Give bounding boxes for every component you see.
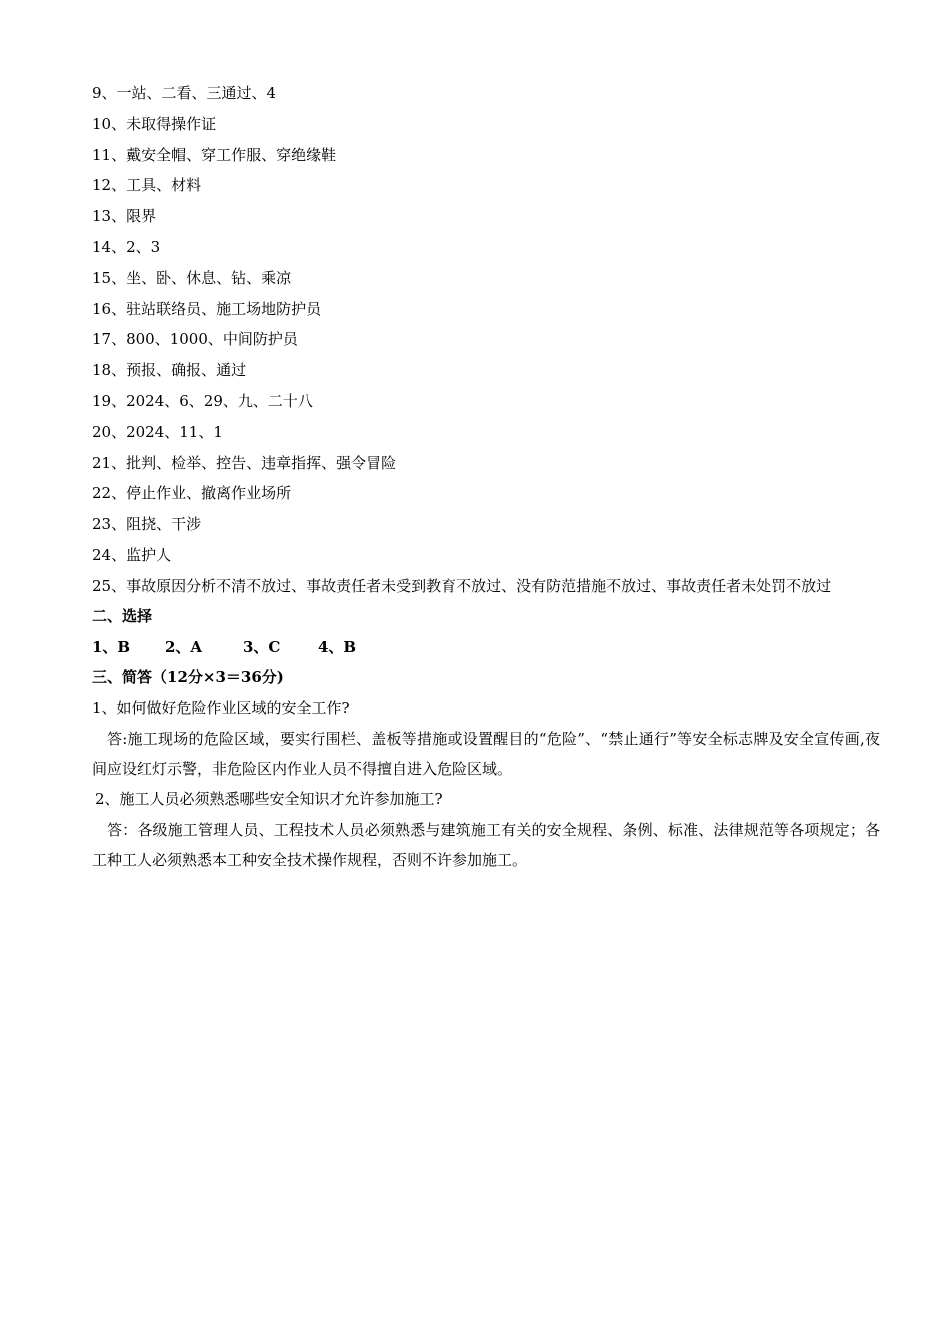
fill-answer-24: 24、监护人 [92, 545, 172, 564]
choice-answer-2: 2、A [165, 637, 203, 656]
answer-sheet [92, 78, 880, 875]
fill-answer-11: 11、戴安全帽、穿工作服、穿绝缘鞋 [92, 145, 337, 164]
section-2-title: 二、选择 [92, 606, 153, 625]
fill-answer-21: 21、批判、检举、控告、违章指挥、强令冒险 [92, 453, 397, 472]
fill-answer-15: 15、坐、卧、休息、钻、乘凉 [92, 268, 292, 287]
choice-answer-3: 3、C [243, 637, 281, 656]
question-2: 2、施工人员必须熟悉哪些安全知识才允许参加施工? [95, 789, 443, 808]
fill-answer-9: 9、一站、二看、三通过、4 [92, 84, 277, 102]
choice-answers [92, 632, 880, 663]
fill-answer-14: 14、2、3 [92, 237, 161, 256]
fill-answer-19: 19、2024、6、29、九、二十八 [92, 391, 313, 410]
fill-answer-10: 10、未取得操作证 [92, 114, 217, 133]
fill-answer-23: 23、阻挠、干涉 [92, 515, 202, 534]
fill-answer-16: 16、驻站联络员、施工场地防护员 [92, 299, 322, 318]
fill-answer-25: 25、事故原因分析不清不放过、事故责任者未受到教育不放过、没有防范措施不放过、事故责任者未处罚不放过 [92, 576, 832, 595]
section-3-title: 三、简答（12分×3＝36分) [92, 668, 284, 687]
fill-answer-12: 12、工具、材料 [92, 176, 202, 195]
fill-answer-18: 18、预报、确报、通过 [92, 361, 247, 380]
choice-answer-4: 4、B [318, 637, 357, 656]
fill-answer-17: 17、800、1000、中间防护员 [92, 330, 298, 349]
fill-answer-20: 20、2024、11、1 [92, 422, 223, 441]
fill-answer-22: 22、停止作业、撤离作业场所 [92, 484, 292, 503]
question-1: 1、如何做好危险作业区域的安全工作? [92, 699, 350, 718]
choice-answer-1: 1、B [92, 637, 131, 656]
answer-2: 答：各级施工管理人员、工程技术人员必须熟悉与建筑施工有关的安全规程、条例、标准、法律规范等各项规定；各工种工人必须熟悉本工种安全技术操作规程，否则不许参加施工。 [92, 820, 880, 869]
answer-1: 答:施工现场的危险区域，要实行围栏、盖板等措施或设置醒目的“危险”、“禁止通行”等安全标志牌及安全宣传画,夜间应设红灯示警，非危险区内作业人员不得擅自进入危险区域。 [92, 729, 880, 778]
fill-answer-13: 13、限界 [92, 207, 157, 226]
